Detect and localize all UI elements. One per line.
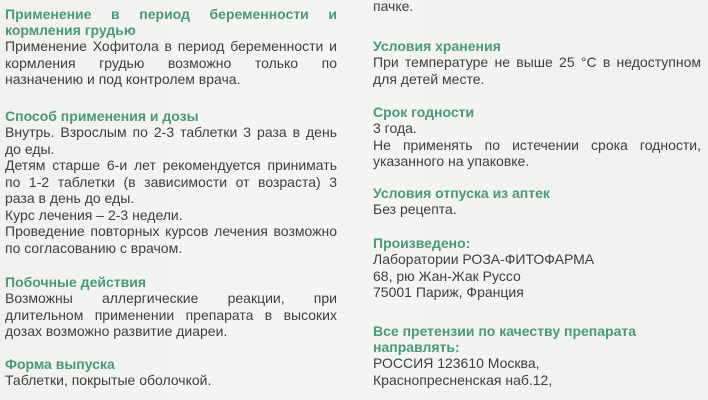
dosage-paragraph-course: Курс лечения – 2-3 недели. — [5, 206, 183, 223]
pregnancy-body: Применение Хофитола в период беременности и кормления грудью возможно только по назначению и под контролем врача. — [5, 38, 337, 87]
manufacturer-name: Лаборатории РОЗА-ФИТОФАРМА — [373, 251, 595, 267]
claims-heading-line-2: направлять: — [373, 339, 460, 355]
dispensing-body: Без рецепта. — [373, 201, 457, 217]
pregnancy-heading — [5, 6, 337, 38]
claims-heading — [373, 323, 701, 355]
top-fragment: пачке. — [373, 0, 414, 14]
manufacturer-heading: Произведено: — [373, 235, 471, 251]
side-effects-section — [5, 274, 337, 340]
dosage-paragraph-adults: Внутрь. Взрослым по 2-3 таблетки 3 раза в день до еды. — [5, 124, 337, 157]
dosage-paragraph-repeat: Проведение повторных курсов лечения возможно по согласованию с врачом. — [5, 223, 337, 256]
dispensing-heading: Условия отпуска из аптек — [373, 185, 550, 201]
pregnancy-heading-line-2: кормления грудью — [5, 22, 136, 38]
claims-section — [373, 323, 701, 388]
manufacturer-section — [373, 235, 701, 301]
form-heading: Форма выпуска — [5, 356, 115, 372]
dispensing-section — [373, 185, 701, 218]
dosage-section — [5, 108, 337, 256]
side-effects-heading: Побочные действия — [5, 274, 146, 290]
manufacturer-city: 75001 Париж, Франция — [373, 284, 524, 300]
storage-section — [373, 38, 701, 87]
storage-heading: Условия хранения — [373, 38, 501, 54]
storage-body: При температуре не выше 25 °С в недоступном для детей месте. — [373, 54, 701, 87]
shelf-life-heading: Срок годности — [373, 104, 475, 120]
shelf-life-section — [373, 104, 701, 170]
pregnancy-heading-line-1: Применение в период беременности и — [5, 6, 337, 22]
shelf-life-warning: Не применять по истечении срока годности, указанного на упаковке. — [373, 136, 701, 169]
claims-address-line-1: РОССИЯ 123610 Москва, — [373, 355, 540, 371]
manufacturer-street: 68, рю Жан-Жак Руссо — [373, 267, 521, 284]
pregnancy-section — [5, 6, 337, 88]
side-effects-body: Возможны аллергические реакции, при длительном применении препарата в высоких дозах возможно развитие диареи. — [5, 290, 337, 339]
claims-address-line-2: Краснопресненская наб.12, — [373, 371, 553, 388]
shelf-life-years: 3 года. — [373, 120, 417, 136]
dosage-paragraph-children: Детям старше 6-и лет рекомендуется принимать по 1-2 таблетки (в зависимости от возраста) 3 раза в день до еды. — [5, 157, 337, 206]
form-section — [5, 356, 337, 389]
form-body: Таблетки, покрытые оболочкой. — [5, 372, 212, 388]
claims-heading-line-1: Все претензии по качеству препарата — [373, 323, 637, 339]
top-fragment-section — [373, 0, 701, 15]
dosage-heading: Способ применения и дозы — [5, 108, 199, 124]
